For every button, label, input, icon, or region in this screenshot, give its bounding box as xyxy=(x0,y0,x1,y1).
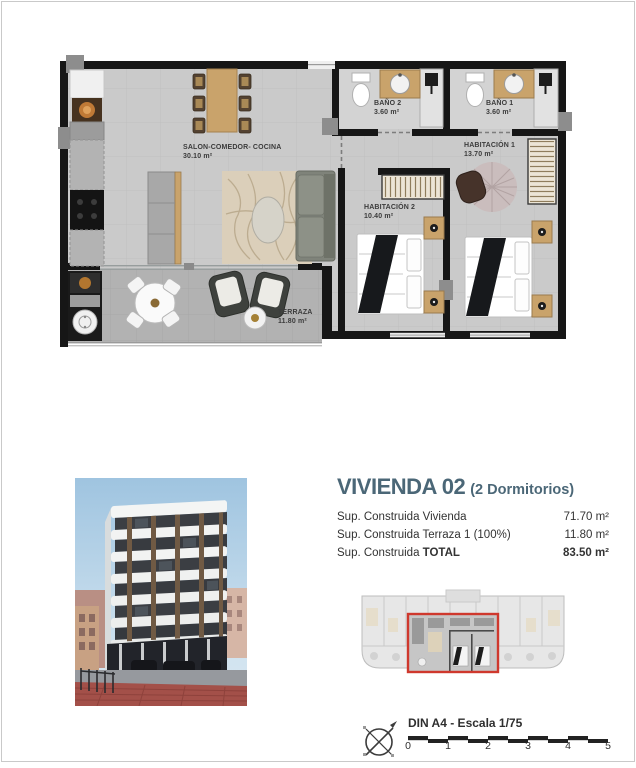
area-value: 11.80 m² xyxy=(564,529,609,541)
room-label-hab1 xyxy=(464,142,515,159)
scale-tick: 2 xyxy=(485,740,491,752)
room-label-salon xyxy=(183,144,281,161)
building-render xyxy=(75,478,247,706)
unit-title xyxy=(337,474,574,500)
dining-table xyxy=(193,69,251,133)
room-area: 13.70 m² xyxy=(464,150,494,158)
unit-subtitle-text: (2 Dormitorios) xyxy=(470,482,575,498)
room-label-hab2 xyxy=(364,204,415,221)
key-plan-highlighted-unit xyxy=(408,614,498,672)
kitchen-counter xyxy=(70,70,104,266)
room-name: BAÑO 1 xyxy=(486,100,514,107)
scale-tick: 5 xyxy=(605,740,611,752)
room-area: 3.60 m² xyxy=(374,108,400,116)
key-plan xyxy=(358,588,568,680)
room-area: 10.40 m² xyxy=(364,212,394,220)
area-label: Sup. Construida Vivienda xyxy=(337,511,467,523)
key-plan-drawing xyxy=(358,588,568,680)
floor-plan xyxy=(58,54,573,350)
room-name: TERRAZA xyxy=(278,309,313,316)
room-area: 3.60 m² xyxy=(486,108,512,116)
room-area: 11.80 m² xyxy=(278,317,307,325)
floor-plan-drawing xyxy=(58,54,573,350)
north-arrow-icon xyxy=(360,716,400,762)
room-name: HABITACIÓN 1 xyxy=(464,142,516,149)
room-label-terraza xyxy=(278,309,313,326)
scale-tick: 4 xyxy=(565,740,571,752)
room-name: SALON-COMEDOR- COCINA xyxy=(183,144,282,151)
scale-tick: 3 xyxy=(525,740,531,752)
room-area: 30.10 m² xyxy=(183,152,213,160)
area-label: Sup. Construida xyxy=(337,547,423,559)
area-label: Sup. Construida Terraza 1 (100%) xyxy=(337,529,511,541)
scale-bar xyxy=(408,731,610,740)
room-label-bano1 xyxy=(486,100,513,117)
area-row-total: Sup. Construida TOTAL 83.50 m² xyxy=(337,547,609,565)
north-arrow-drawing xyxy=(360,716,400,762)
area-row-terraza xyxy=(337,529,609,547)
room-label-bano2 xyxy=(374,100,401,117)
scale-tick: 0 xyxy=(405,740,411,752)
building-photo xyxy=(75,478,247,706)
area-row-vivienda xyxy=(337,511,609,529)
room-name: HABITACIÓN 2 xyxy=(364,204,416,211)
area-value: 83.50 m² xyxy=(562,547,609,559)
entry-door xyxy=(308,61,335,69)
scale-tick: 1 xyxy=(445,740,451,752)
scale-label: DIN A4 - Escala 1/75 xyxy=(408,716,523,730)
unit-title-text: VIVIENDA 02 xyxy=(337,474,466,499)
area-value: 71.70 m² xyxy=(563,511,609,523)
sofa xyxy=(296,171,335,261)
room-name: BAÑO 2 xyxy=(374,100,402,107)
kitchen-island xyxy=(148,172,181,264)
